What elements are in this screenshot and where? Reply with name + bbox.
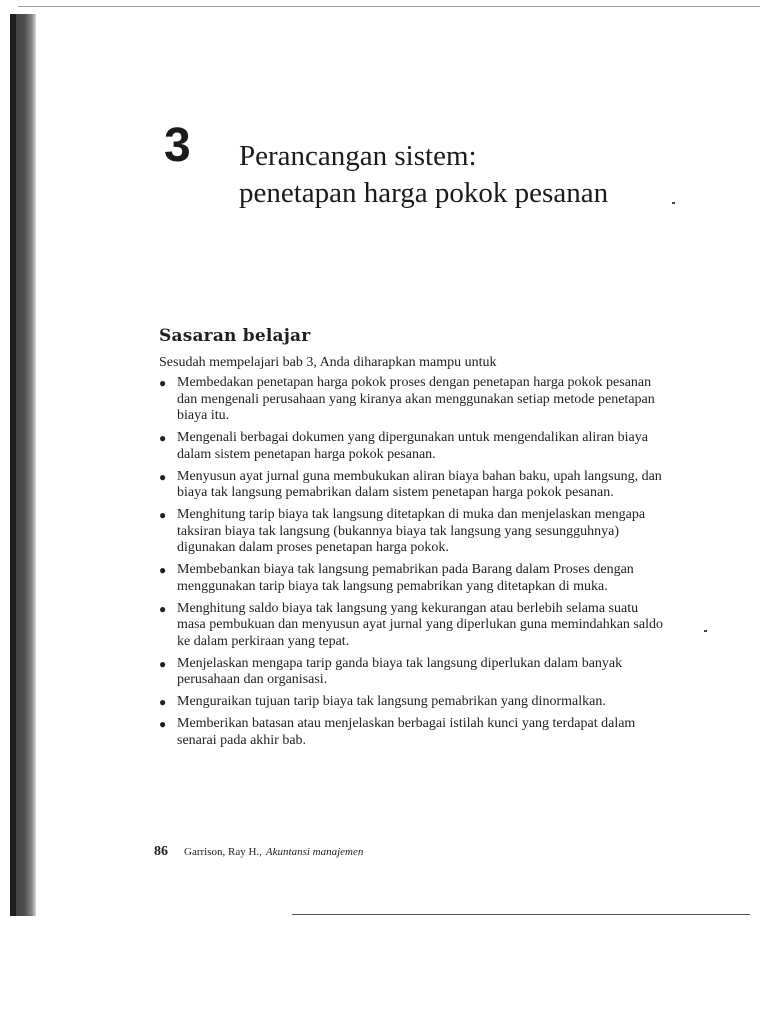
bullet-icon: ● [159,695,167,709]
list-item [159,430,669,463]
list-item-text: Membedakan penetapan harga pokok proses dengan penetapan harga pokok pesanan dan mengenali perusahaan yang kiranya akan menggunakan setiap metode penetapan biaya itu. [177,375,655,423]
list-item [159,469,669,502]
list-item-text: Memberikan batasan atau menjelaskan berbagai istilah kunci yang terdapat dalam senarai pada akhir bab. [177,716,636,748]
scan-speck [704,630,707,632]
binding-edge [10,14,16,916]
list-item [159,507,669,557]
list-item [159,375,669,425]
bullet-icon: ● [159,431,167,445]
list-item-text: Menghitung tarip biaya tak langsung ditetapkan di muka dan menjelaskan mengapa taksiran biaya tak langsung (bukannya biaya tak langsung yang sesungguhnya) digunakan dalam proses penetapan harga pokok. [177,507,646,555]
objectives-intro: Sesudah mempelajari bab 3, Anda diharapkan mampu untuk [159,355,497,370]
bullet-icon: ● [159,601,167,616]
chapter-title-line-1: Perancangan sistem: [239,140,477,172]
page-number: 86 [154,844,168,859]
list-item [159,656,669,689]
bullet-icon: ● [159,563,167,577]
list-item [159,694,669,711]
list-item-text: Membebankan biaya tak langsung pemabrikan pada Barang dalam Proses dengan menggunakan tarip biaya tak langsung pemabrikan yang ditetapkan di muka. [177,562,634,594]
page-footer [154,842,363,860]
chapter-title [239,138,709,212]
bullet-icon: ● [159,469,167,484]
list-item [159,601,669,651]
list-item-text: Menguraikan tujuan tarip biaya tak langsung pemabrikan yang dinormalkan. [177,694,606,709]
list-item-text: Menyusun ayat jurnal guna membukukan aliran biaya bahan baku, upah langsung, dan biaya tak langsung pemabrikan dalam sistem penetapan harga pokok pesanan. [177,468,662,500]
top-edge-rule [18,6,760,7]
objectives-list [159,375,669,749]
chapter-number: 3 [164,119,191,172]
list-item [159,716,669,749]
learning-objectives-section [159,324,669,755]
list-item-text: Mengenali berbagai dokumen yang dipergunakan untuk mengendalikan aliran biaya dalam sistem penetapan harga pokok pesanan. [177,430,648,462]
chapter-title-line-2: penetapan harga pokok pesanan [239,177,609,209]
section-heading: Sasaran belajar [159,326,311,346]
footer-book-title: Akuntansi manajemen [265,846,364,858]
bullet-icon: ● [159,717,167,731]
list-item [159,562,669,595]
bottom-edge-rule [292,914,750,915]
footer-author: Garrison, Ray H., [184,846,262,858]
bullet-icon: ● [159,508,167,522]
bullet-icon: ● [159,656,167,671]
list-item-text: Menjelaskan mengapa tarip ganda biaya tak langsung diperlukan dalam banyak perusahaan dan organisasi. [177,655,623,687]
bullet-icon: ● [159,376,167,390]
list-item-text: Menghitung saldo biaya tak langsung yang kekurangan atau berlebih selama suatu masa pembukuan dan menyusun ayat jurnal yang diperlukan guna memindahkan saldo ke dalam perkiraan yang tepat. [177,600,663,649]
